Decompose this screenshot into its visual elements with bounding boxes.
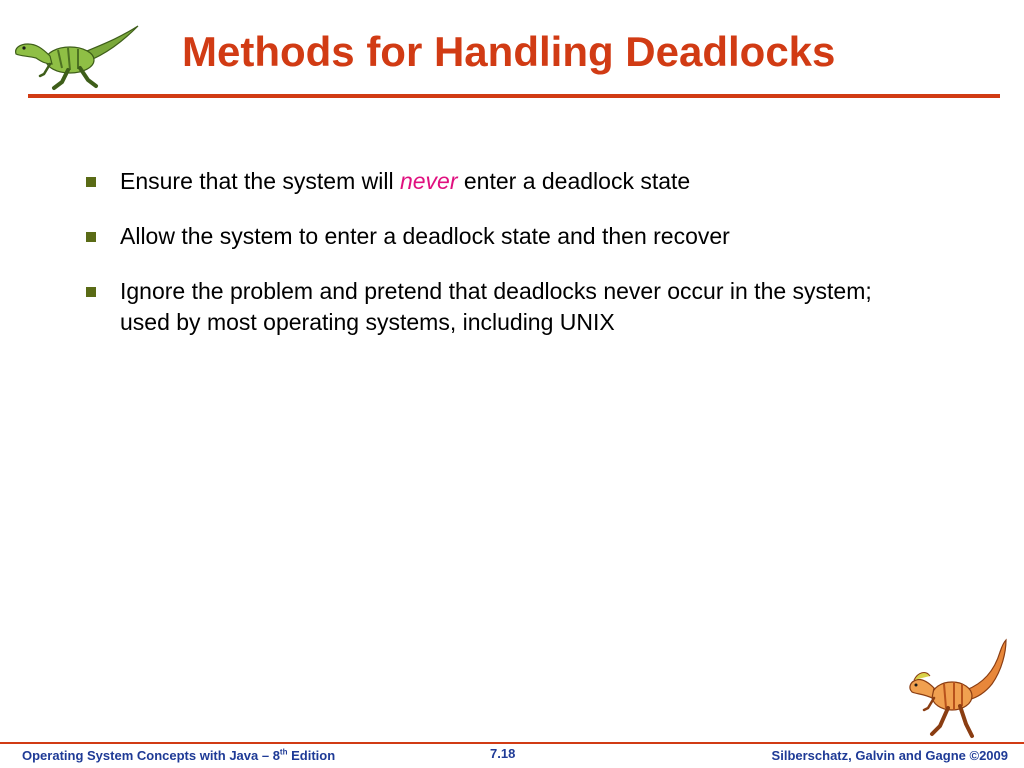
footer-book-title-prefix: Operating System Concepts with Java – 8	[22, 748, 280, 763]
square-bullet-icon	[86, 177, 96, 187]
footer-book-title-suffix: Edition	[287, 748, 336, 763]
square-bullet-icon	[86, 232, 96, 242]
bullet-emphasis: never	[399, 168, 458, 194]
title-divider	[28, 94, 1000, 98]
footer-divider	[0, 742, 1024, 744]
bullet-text-before: Ensure that the system will	[120, 168, 400, 194]
slide-title: Methods for Handling Deadlocks	[182, 28, 836, 75]
bullet-text-after: enter a deadlock state	[457, 168, 691, 194]
dinosaur-orange-icon	[904, 638, 1014, 746]
bullet-list	[86, 166, 906, 362]
list-item	[86, 166, 906, 197]
list-item	[86, 276, 906, 338]
footer-copyright: Silberschatz, Galvin and Gagne ©2009	[771, 748, 1008, 763]
bullet-text: Allow the system to enter a deadlock state and then recover	[120, 223, 730, 249]
list-item	[86, 221, 906, 252]
footer-book-title	[22, 748, 335, 763]
page-number: 7.18	[490, 746, 516, 761]
footer-edition-superscript: th	[279, 747, 288, 757]
square-bullet-icon	[86, 287, 96, 297]
bullet-text: Ignore the problem and pretend that deadlocks never occur in the system; used by most operating systems, including UNIX	[120, 278, 872, 335]
dinosaur-green-icon	[10, 18, 140, 93]
